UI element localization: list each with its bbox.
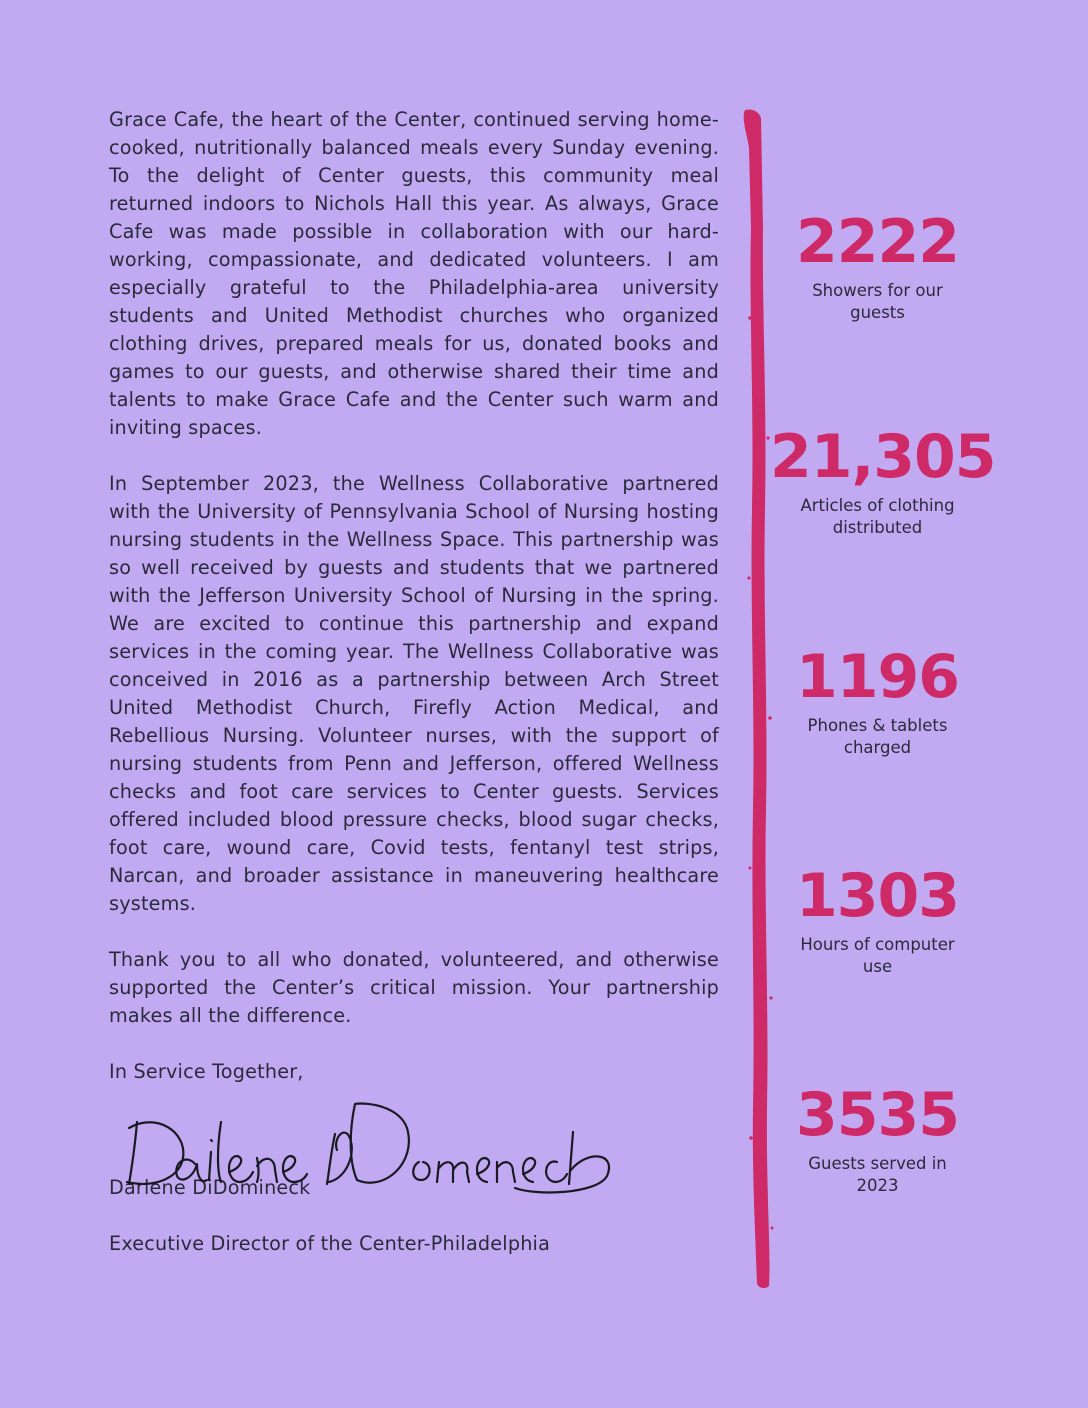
handwritten-signature xyxy=(117,1092,617,1197)
stat-value: 21,305 xyxy=(770,422,996,492)
stat-guests xyxy=(770,1080,985,1197)
paragraph-wellness: In September 2023, the Wellness Collaborative partnered with the University of Pennsylvania School of Nursing hosting nursing students in the Wellness Space. This partnership was so well received by guests and students that we partnered with the Jefferson University School of Nursing in the spring. We are excited to continue this partnership and expand services in the coming year. The Wellness Collaborative was conceived in 2016 as a partnership between Arch Street United Methodist Church, Firefly Action Medical, and Rebellious Nursing. Volunteer nurses, with the support of nursing students from Penn and Jefferson, offered Wellness checks and foot care services to Center guests. Services offered included blood pressure checks, blood sugar checks, foot care, wound care, Covid tests, fentanyl test strips, Narcan, and broader assistance in maneuvering healthcare systems. xyxy=(109,472,719,915)
stat-value: 1196 xyxy=(796,642,959,712)
stat-label: Hours of computer use xyxy=(800,935,955,976)
stat-label: Articles of clothing distributed xyxy=(800,496,955,537)
stat-value: 2222 xyxy=(796,207,959,277)
stat-computer xyxy=(770,861,985,978)
signer-name: Darlene DiDomineck xyxy=(109,1176,311,1199)
stat-value: 3535 xyxy=(796,1080,959,1150)
letter-body xyxy=(109,106,719,1286)
stat-label: Guests served in 2023 xyxy=(808,1154,947,1195)
stat-showers xyxy=(770,207,985,324)
paragraph-grace-cafe: Grace Cafe, the heart of the Center, continued serving home-cooked, nutritionally balanced meals every Sunday evening. To the delight of Center guests, this community meal returned indoors to Nichols Hall this year. As always, Grace Cafe was made possible in collaboration with our hard-working, compassionate, and dedicated volunteers. I am especially grateful to the Philadelphia-area university students and United Methodist churches who organized clothing drives, prepared meals for us, donated books and games to our guests, and otherwise shared their time and talents to make Grace Cafe and the Center such warm and inviting spaces. xyxy=(109,108,719,439)
closing-line: In Service Together, xyxy=(109,1060,304,1083)
signature-block xyxy=(109,1114,719,1174)
stat-phones xyxy=(770,642,985,759)
stat-clothing xyxy=(770,422,996,539)
stat-label: Phones & tablets charged xyxy=(807,716,948,757)
stat-label: Showers for our guests xyxy=(812,281,943,322)
signer-title: Executive Director of the Center-Philadelphia xyxy=(109,1232,551,1255)
stat-value: 1303 xyxy=(796,861,959,931)
paragraph-thank-you: Thank you to all who donated, volunteered, and otherwise supported the Center’s critical mission. Your partnership makes all the difference. xyxy=(109,948,719,1027)
